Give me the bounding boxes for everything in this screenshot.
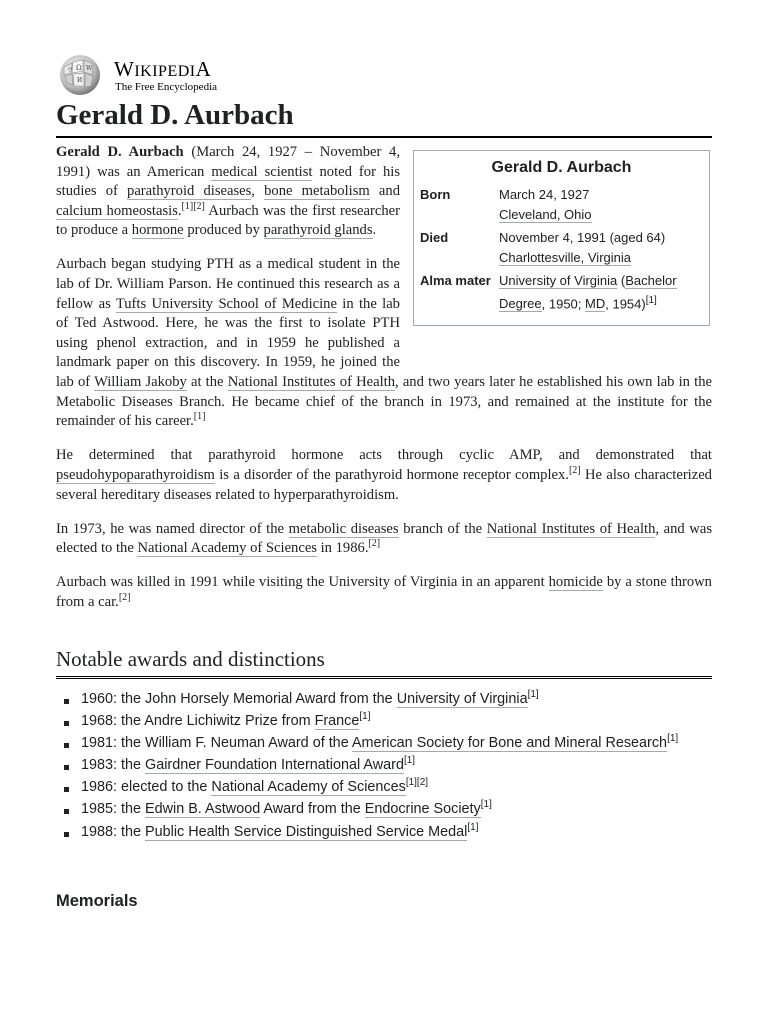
svg-text:Ω: Ω xyxy=(76,64,82,72)
paragraph-director: In 1973, he was named director of the metabolic diseases branch of the National Institutes of Health, and was elected to the National Academy of Sciences in 1986.[2] xyxy=(56,520,713,557)
died-date: November 4, 1991 (aged 64) xyxy=(499,230,666,245)
infobox-title: Gerald D. Aurbach xyxy=(491,159,632,176)
born-place-link[interactable]: Cleveland, Ohio xyxy=(499,206,592,222)
list-item: 1988: the Public Health Service Distinguished Service Medal[1] xyxy=(56,823,712,843)
reference-link[interactable]: [1] xyxy=(181,200,194,212)
alma-uva-link[interactable]: University of Virginia xyxy=(499,273,618,288)
infobox-label-died: Died xyxy=(420,230,449,245)
alma-bachelor-link[interactable]: Bachelor Degree xyxy=(499,273,677,311)
svg-text:ウ: ウ xyxy=(67,67,74,74)
wikipedia-wordmark: WIKIPEDIA xyxy=(114,57,212,81)
award-link[interactable]: National Academy of Sciences xyxy=(211,779,406,796)
list-item: 1985: the Edwin B. Astwood Award from the Endocrine Society[1] xyxy=(56,800,712,820)
infobox-label-born: Born xyxy=(420,187,451,202)
link-nas[interactable]: National Academy of Sciences xyxy=(137,540,317,557)
article-body xyxy=(56,143,712,627)
link-hormone[interactable]: hormone xyxy=(131,222,184,239)
reference-link[interactable]: [2] xyxy=(568,465,581,477)
subject-name: Gerald D. Aurbach xyxy=(56,144,184,160)
link-bone-metabolism[interactable]: bone metabolism xyxy=(264,183,370,200)
link-tufts[interactable]: Tufts University School of Medicine xyxy=(115,295,337,312)
reference-link[interactable]: [1] xyxy=(667,733,679,745)
wikipedia-tagline: The Free Encyclopedia xyxy=(115,81,218,93)
award-link[interactable]: American Society for Bone and Mineral Research xyxy=(351,735,668,752)
list-item: 1986: elected to the National Academy of Sciences[1][2] xyxy=(56,778,712,798)
alma-md-link[interactable]: MD xyxy=(585,295,606,311)
paragraph-death: Aurbach was killed in 1991 while visiting the University of Virginia in an apparent homicide by a stone thrown from a car.[2] xyxy=(56,574,712,610)
reference-link[interactable]: [1] xyxy=(480,799,492,811)
wikipedia-globe-icon xyxy=(56,53,104,97)
paragraph-research: He determined that parathyroid hormone acts through cyclic AMP, and demonstrated that pseudohypoparathyroidism is a disorder of the parathyroid hormone receptor complex.[2] He also characterized several hereditary diseases related to hyperparathyroidism. xyxy=(56,447,712,503)
link-parathyroid-glands[interactable]: parathyroid glands xyxy=(263,222,373,239)
wikipedia-logo[interactable] xyxy=(56,53,236,97)
list-item: 1983: the Gairdner Foundation International Award[1] xyxy=(56,756,712,776)
infobox-spacer xyxy=(400,143,712,355)
link-nih-2[interactable]: National Institutes of Health xyxy=(486,520,656,537)
link-metabolic-diseases[interactable]: metabolic diseases xyxy=(288,520,399,537)
award-link[interactable]: France xyxy=(314,713,360,730)
reference-link[interactable]: [2] xyxy=(368,538,381,550)
section-heading-awards: Notable awards and distinctions xyxy=(56,644,712,679)
reference-link[interactable]: [1] xyxy=(467,821,479,833)
reference-link[interactable]: [1] xyxy=(527,689,539,701)
award-link[interactable]: Gairdner Foundation International Award xyxy=(145,757,404,774)
paragraph-intro: Gerald D. Aurbach (March 24, 1927 – November 4, 1991) was an American medical scientist noted for his studies of parathyroid diseases, bone metabolism and calcium homeostasis.[1][2] Aurbach was the first researcher to produce a hormone produced by parathyroid glands. xyxy=(56,144,401,239)
reference-link[interactable]: [2] xyxy=(118,592,131,604)
reference-link[interactable]: [1][2] xyxy=(405,777,429,789)
award-link[interactable]: Endocrine Society xyxy=(364,801,481,818)
born-date: March 24, 1927 xyxy=(499,187,590,202)
link-pseudohypoparathyroidism[interactable]: pseudohypoparathyroidism xyxy=(56,466,215,483)
link-william-jakoby[interactable]: William Jakoby xyxy=(94,374,187,391)
link-calcium-homeostasis[interactable]: calcium homeostasis xyxy=(56,202,178,219)
awards-list xyxy=(56,690,712,845)
section-heading-memorials: Memorials xyxy=(56,892,138,910)
reference-link[interactable]: [2] xyxy=(193,200,205,212)
link-nih[interactable]: National Institutes of Health xyxy=(227,374,396,391)
link-parathyroid-diseases[interactable]: parathyroid diseases xyxy=(127,183,252,200)
list-item: 1968: the Andre Lichiwitz Prize from France[1] xyxy=(56,712,712,732)
link-medical-scientist[interactable]: medical scientist xyxy=(211,163,313,180)
svg-text:И: И xyxy=(77,77,83,84)
list-item: 1960: the John Horsely Memorial Award from the University of Virginia[1] xyxy=(56,690,712,710)
reference-link[interactable]: [1] xyxy=(359,711,371,723)
link-homicide[interactable]: homicide xyxy=(548,574,603,591)
reference-link[interactable]: [1] xyxy=(193,411,206,423)
award-link[interactable]: Edwin B. Astwood xyxy=(145,801,261,818)
paragraph-career: Aurbach began studying PTH as a medical student in the lab of Dr. William Parson. He continued this research as a fellow as Tufts University School of Medicine in the lab of Ted Astwood. Here, he was the first to isolate PTH using phenol extraction, and in 1959 he published a landmark paper on this discovery. In 1959, he joined the lab of William Jakoby at the National Institutes of Health, and two years later he established his own lab in the Metabolic Diseases Branch. He became chief of the branch in 1973, and remained at the institute for the remainder of his career.[1] xyxy=(56,256,712,430)
page-title: Gerald D. Aurbach xyxy=(56,96,712,138)
svg-text:W: W xyxy=(86,65,93,72)
infobox-value-alma-mater: University of Virginia (Bachelor Degree, 1950; MD, 1954)[1] xyxy=(499,273,677,311)
died-place-link[interactable]: Charlottesville, Virginia xyxy=(499,249,631,265)
award-link[interactable]: University of Virginia xyxy=(396,691,528,707)
infobox-label-alma-mater: Alma mater xyxy=(420,273,491,288)
reference-link[interactable]: [1] xyxy=(403,755,416,767)
award-link[interactable]: Public Health Service Distinguished Service Medal xyxy=(145,823,468,840)
reference-link[interactable]: [1] xyxy=(645,294,657,306)
list-item: 1981: the William F. Neuman Award of the American Society for Bone and Mineral Research[1] xyxy=(56,734,712,754)
